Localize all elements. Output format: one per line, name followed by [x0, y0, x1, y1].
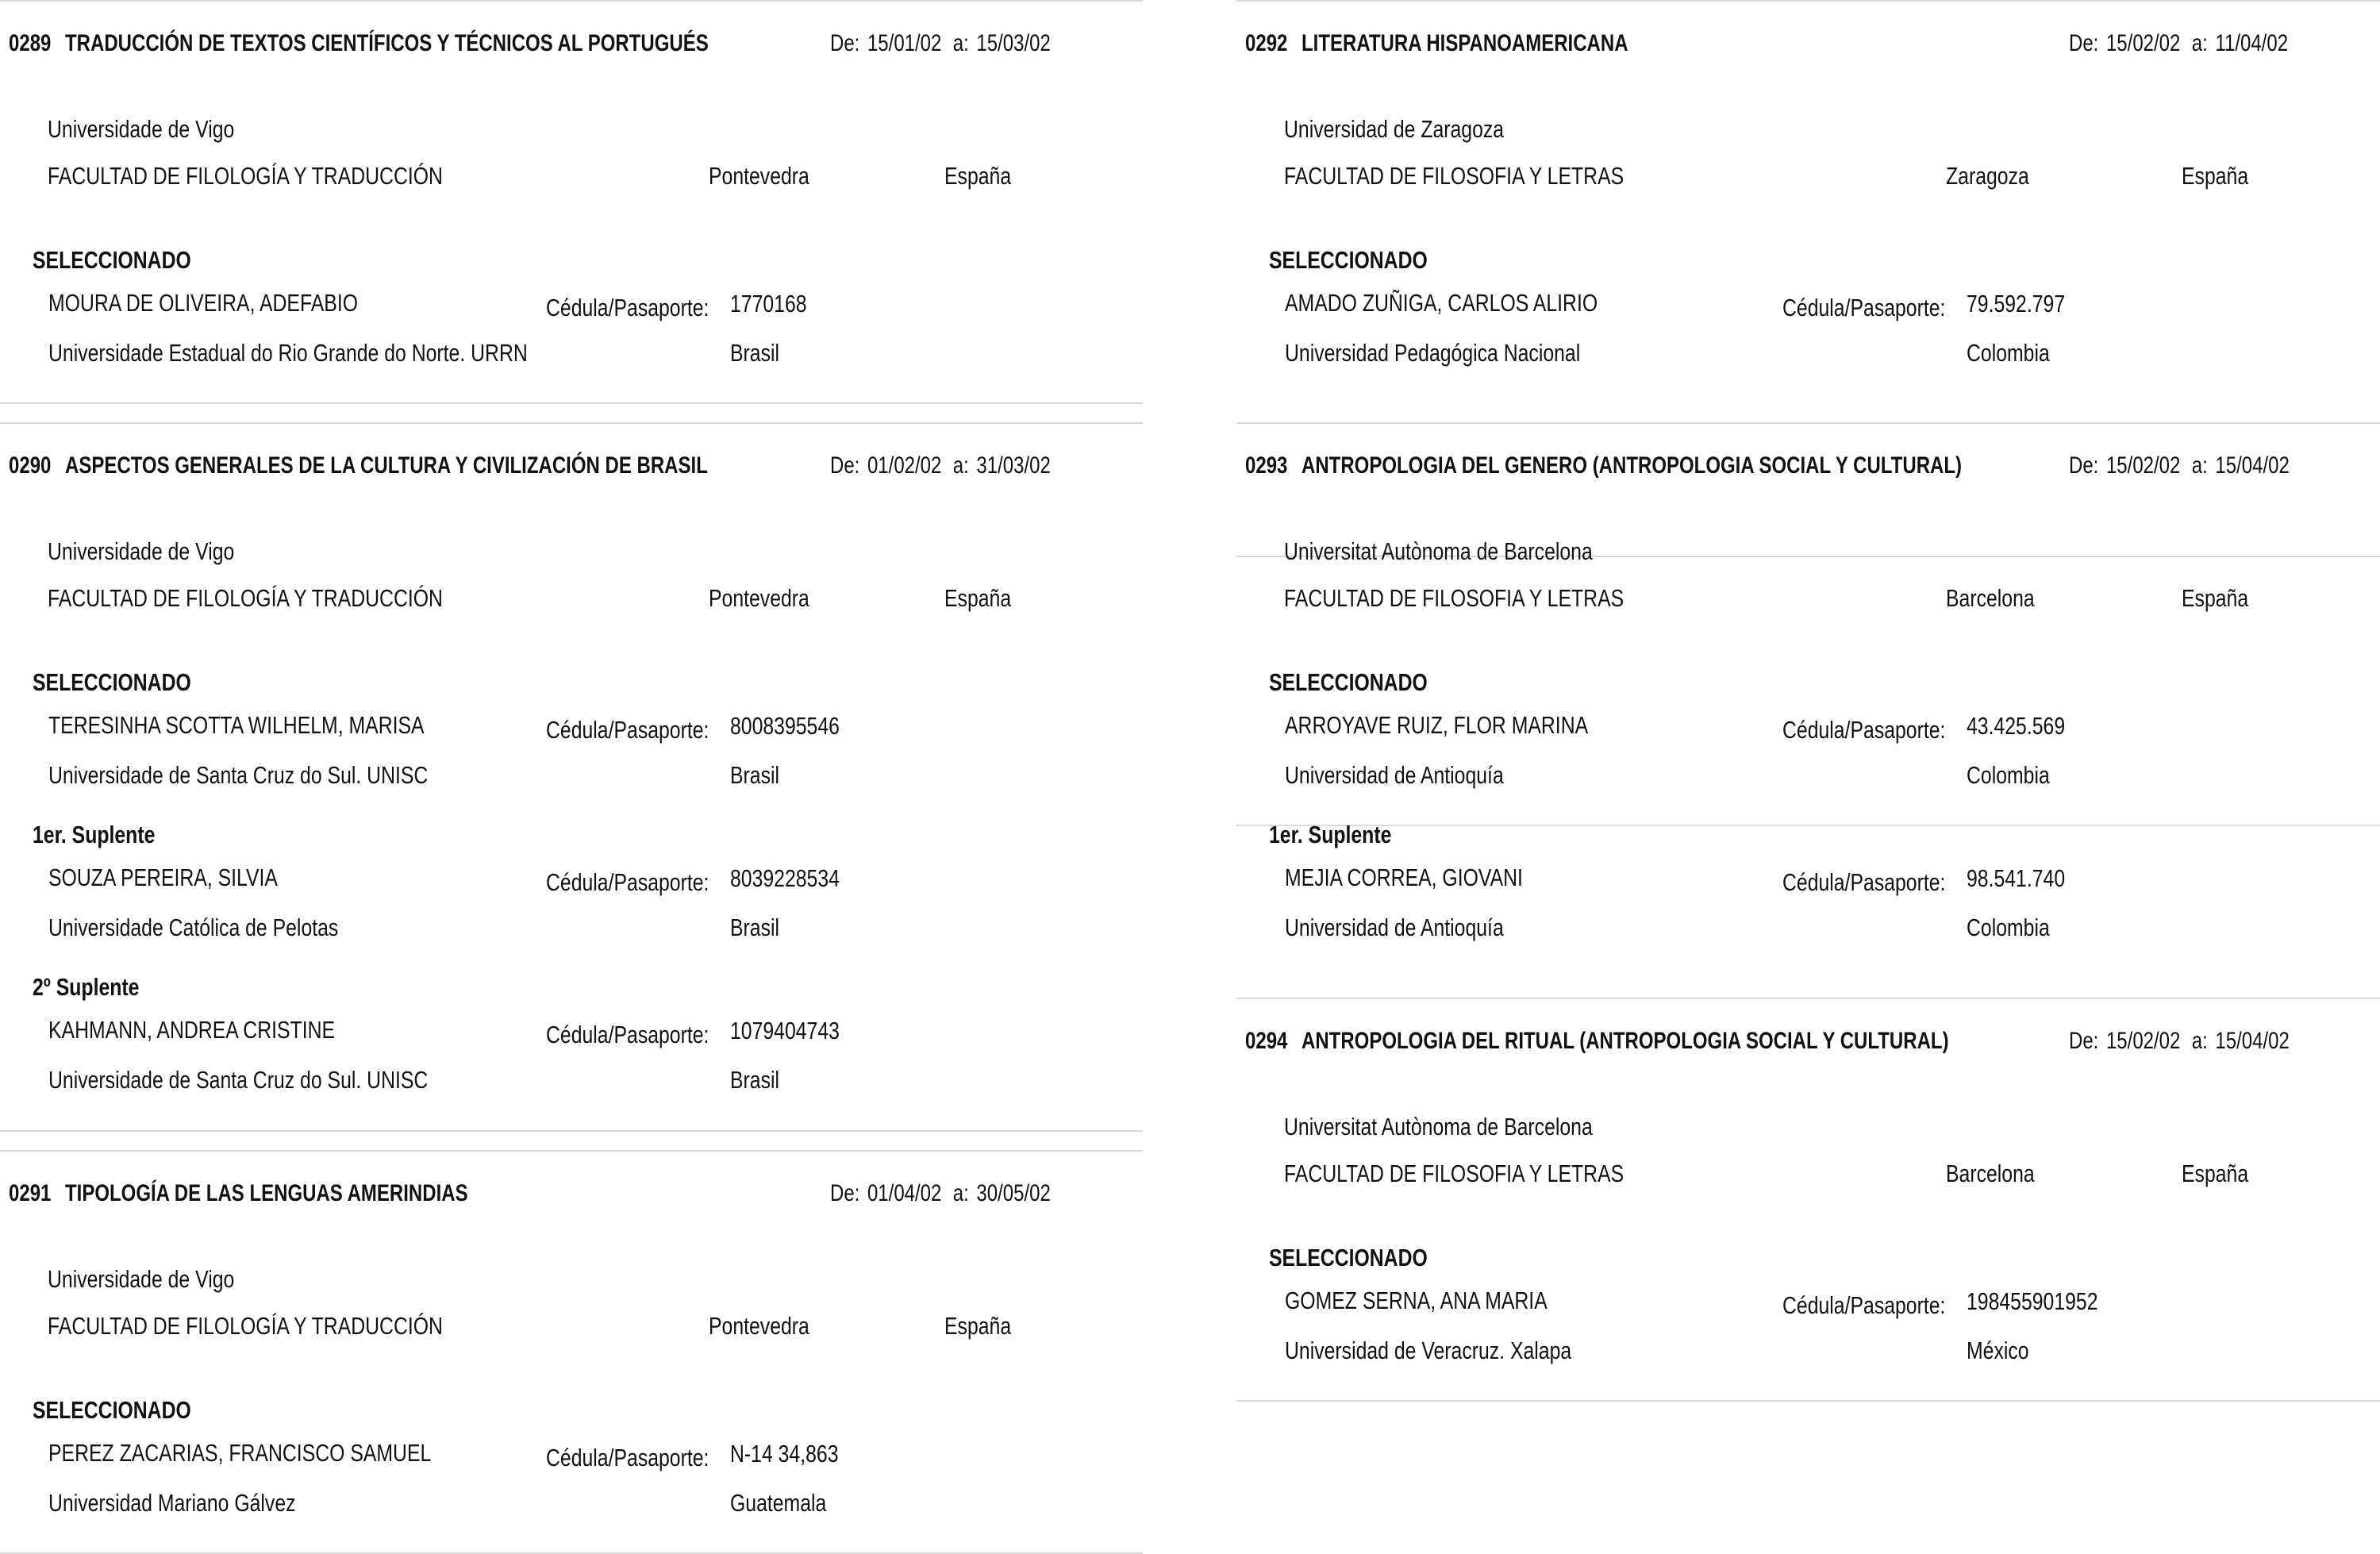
id-label: Cédula/Pasaporte: [546, 1021, 709, 1048]
date-from-label: De: [830, 452, 860, 479]
host-faculty: FACULTAD DE FILOSOFIA Y LETRAS [1284, 162, 1624, 190]
host-faculty: FACULTAD DE FILOLOGÍA Y TRADUCCIÓN [48, 584, 443, 612]
host-university: Universidade de Vigo [48, 537, 235, 565]
date-from: 15/02/02 [2105, 452, 2181, 479]
person-country: México [1967, 1337, 2029, 1364]
course-title: LITERATURA HISPANOAMERICANA [1302, 30, 1628, 56]
course-block [0, 0, 1143, 404]
date-to-label: a: [2191, 452, 2208, 479]
person-name: MEJIA CORREA, GIOVANI [1285, 864, 1523, 891]
id-label: Cédula/Pasaporte: [546, 1444, 709, 1471]
person-institution: Universidade de Santa Cruz do Sul. UNISC [48, 1066, 429, 1094]
course-header [9, 454, 708, 478]
host-faculty: FACULTAD DE FILOLOGÍA Y TRADUCCIÓN [48, 162, 443, 190]
date-to-label: a: [952, 30, 969, 56]
host-country: España [944, 1312, 1012, 1340]
host-city: Pontevedra [709, 584, 809, 612]
course-code: 0292 [1245, 30, 1288, 56]
date-to: 30/05/02 [976, 1180, 1051, 1206]
course-title: ANTROPOLOGIA DEL GENERO (ANTROPOLOGIA SOCIAL Y CULTURAL) [1302, 452, 1963, 479]
course-dates [830, 454, 1062, 478]
person-role: SELECCIONADO [33, 1396, 191, 1424]
id-label: Cédula/Pasaporte: [1782, 716, 1946, 744]
course-dates [2069, 32, 2299, 56]
id-number: N-14 34,863 [730, 1440, 839, 1467]
person-name: PEREZ ZACARIAS, FRANCISCO SAMUEL [48, 1439, 432, 1467]
person-institution: Universidad Mariano Gálvez [48, 1489, 296, 1517]
person-role: SELECCIONADO [1269, 1244, 1428, 1271]
date-from-label: De: [2069, 452, 2099, 479]
course-title: ANTROPOLOGIA DEL RITUAL (ANTROPOLOGIA SOCIAL Y CULTURAL) [1302, 1028, 1949, 1054]
course-block [0, 422, 1143, 1132]
course-block [1236, 422, 2380, 941]
course-title: TRADUCCIÓN DE TEXTOS CIENTÍFICOS Y TÉCNICOS AL PORTUGUÉS [65, 30, 709, 56]
host-faculty: FACULTAD DE FILOSOFIA Y LETRAS [1284, 584, 1624, 612]
date-from: 15/01/02 [867, 30, 942, 56]
course-header [1245, 454, 1962, 478]
date-from: 01/02/02 [867, 452, 942, 479]
id-number: 8008395546 [730, 712, 840, 740]
person-institution: Universidad de Veracruz. Xalapa [1285, 1337, 1572, 1364]
course-dates [2069, 1029, 2301, 1053]
course-title: TIPOLOGÍA DE LAS LENGUAS AMERINDIAS [65, 1180, 468, 1206]
person-country: Colombia [1967, 761, 2050, 789]
course-header [1245, 32, 1628, 56]
host-city: Pontevedra [709, 1312, 809, 1340]
host-city: Barcelona [1946, 1160, 2035, 1187]
date-from: 15/02/02 [2105, 30, 2181, 56]
id-label: Cédula/Pasaporte: [1782, 868, 1946, 896]
date-from: 15/02/02 [2105, 1028, 2181, 1054]
person-institution: Universidade Católica de Pelotas [48, 914, 339, 941]
id-label: Cédula/Pasaporte: [1782, 294, 1946, 321]
host-university: Universitat Autònoma de Barcelona [1284, 1113, 1593, 1140]
person-role: 1er. Suplente [33, 821, 156, 848]
host-country: España [944, 584, 1012, 612]
id-number: 43.425.569 [1967, 712, 2066, 740]
host-city: Pontevedra [709, 162, 809, 190]
date-from-label: De: [830, 1180, 860, 1206]
course-block [0, 1150, 1143, 1554]
host-university: Universidade de Vigo [48, 1265, 235, 1293]
person-country: Brasil [730, 339, 780, 367]
person-name: KAHMANN, ANDREA CRISTINE [48, 1016, 336, 1044]
person-institution: Universidad Pedagógica Nacional [1285, 339, 1581, 367]
date-to: 15/03/02 [976, 30, 1051, 56]
date-to: 31/03/02 [976, 452, 1051, 479]
course-dates [830, 1182, 1062, 1206]
person-institution: Universidad de Antioquía [1285, 914, 1504, 941]
person-role: SELECCIONADO [1269, 246, 1428, 274]
person-country: Colombia [1967, 339, 2050, 367]
host-university: Universidade de Vigo [48, 115, 235, 143]
id-label: Cédula/Pasaporte: [546, 868, 709, 896]
host-city: Zaragoza [1946, 162, 2029, 190]
course-code: 0290 [9, 452, 52, 479]
person-role: SELECCIONADO [1269, 668, 1428, 696]
person-name: SOUZA PEREIRA, SILVIA [48, 864, 278, 891]
host-country: España [2182, 1160, 2249, 1187]
person-name: GOMEZ SERNA, ANA MARIA [1285, 1287, 1548, 1314]
id-number: 1079404743 [730, 1017, 840, 1044]
host-faculty: FACULTAD DE FILOSOFIA Y LETRAS [1284, 1160, 1624, 1187]
host-university: Universitat Autònoma de Barcelona [1284, 537, 1593, 565]
id-label: Cédula/Pasaporte: [1782, 1291, 1946, 1319]
course-code: 0293 [1245, 452, 1288, 479]
person-country: Guatemala [730, 1489, 827, 1517]
person-institution: Universidade de Santa Cruz do Sul. UNISC [48, 761, 429, 789]
date-to: 11/04/02 [2215, 30, 2289, 56]
host-city: Barcelona [1946, 584, 2035, 612]
course-dates [830, 32, 1062, 56]
person-country: Brasil [730, 761, 780, 789]
host-university: Universidad de Zaragoza [1284, 115, 1505, 143]
date-from: 01/04/02 [867, 1180, 942, 1206]
id-label: Cédula/Pasaporte: [546, 716, 709, 744]
course-header [9, 32, 709, 56]
id-label: Cédula/Pasaporte: [546, 294, 709, 321]
id-number: 8039228534 [730, 864, 840, 892]
person-role: SELECCIONADO [33, 246, 191, 274]
course-code: 0294 [1245, 1028, 1288, 1054]
id-number: 198455901952 [1967, 1287, 2098, 1315]
date-to: 15/04/02 [2215, 452, 2290, 479]
id-number: 98.541.740 [1967, 864, 2066, 892]
course-block [1236, 998, 2380, 1402]
course-code: 0289 [9, 30, 52, 56]
date-from-label: De: [830, 30, 860, 56]
date-from-label: De: [2069, 1028, 2099, 1054]
host-country: España [944, 162, 1012, 190]
date-to-label: a: [952, 1180, 969, 1206]
person-role: 2º Suplente [33, 973, 140, 1001]
date-to-label: a: [2191, 30, 2208, 56]
course-title: ASPECTOS GENERALES DE LA CULTURA Y CIVILIZACIÓN DE BRASIL [65, 452, 708, 479]
person-institution: Universidad de Antioquía [1285, 761, 1504, 789]
person-institution: Universidade Estadual do Rio Grande do Norte. URRN [48, 339, 528, 367]
person-country: Brasil [730, 914, 780, 941]
person-name: ARROYAVE RUIZ, FLOR MARINA [1285, 711, 1589, 739]
person-name: TERESINHA SCOTTA WILHELM, MARISA [48, 711, 425, 739]
host-country: España [2182, 584, 2249, 612]
date-to: 15/04/02 [2215, 1028, 2290, 1054]
id-number: 1770168 [730, 290, 807, 317]
date-from-label: De: [2069, 30, 2099, 56]
date-to-label: a: [952, 452, 969, 479]
course-header [9, 1182, 468, 1206]
person-role: 1er. Suplente [1269, 821, 1392, 848]
host-country: España [2182, 162, 2249, 190]
date-to-label: a: [2191, 1028, 2208, 1054]
person-country: Brasil [730, 1066, 780, 1094]
course-code: 0291 [9, 1180, 52, 1206]
person-role: SELECCIONADO [33, 668, 191, 696]
person-name: MOURA DE OLIVEIRA, ADEFABIO [48, 289, 359, 317]
person-name: AMADO ZUÑIGA, CARLOS ALIRIO [1285, 289, 1598, 317]
host-faculty: FACULTAD DE FILOLOGÍA Y TRADUCCIÓN [48, 1312, 443, 1340]
course-header [1245, 1029, 1949, 1053]
course-dates [2069, 454, 2301, 478]
id-number: 79.592.797 [1967, 290, 2066, 317]
person-country: Colombia [1967, 914, 2050, 941]
